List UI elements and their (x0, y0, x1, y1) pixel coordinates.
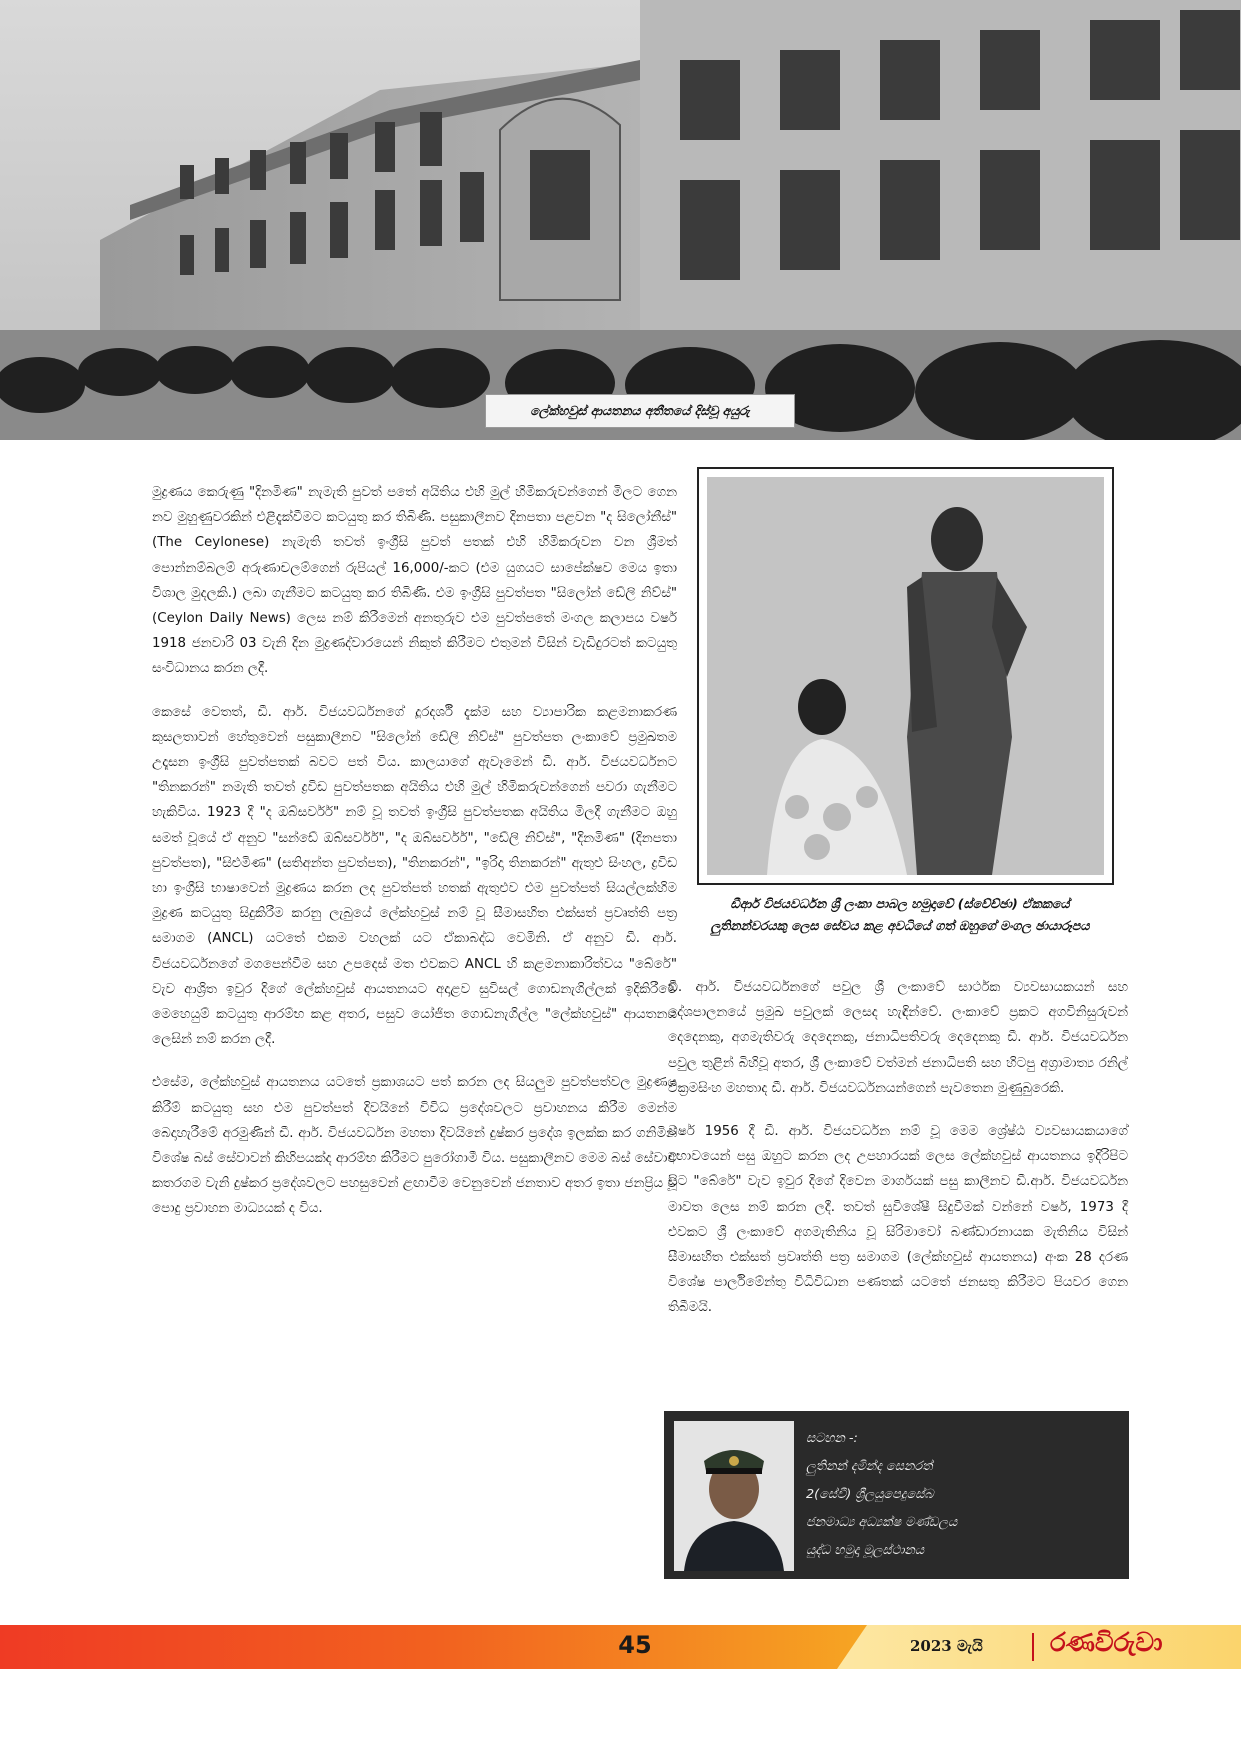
left-paragraph-2: කෙසේ වෙතත්, ඩී. ආර්. විජයවර්ධනගේ දූරදර්ශී දැක්ම සහ ව්‍යාපාරික කළමනාකරණ කුසලතාවන් හේතුවෙන් පසුකාලීනව "සිලෝන් ඩේලි නිව්ස්" පුවත්පත ලංකාවේ ප්‍රමුඛතම උදෑසන ඉංග්‍රීසි පුවත්පතක් බවට පත් විය. කාලයාගේ ඇවෑමෙන් ඩී. ආර්. විජයවර්ධනට "තිනකරන්" නමැති තවත් ද්‍රවිඩ පුවත්පතක අයිතිය එහි මුල් හිමිකරුවන්ගෙන් පවරා ගැනීමට හැකිවිය. 1923 දී "ද ඔබ්සර්වර්" නම් වූ තවත් ඉංග්‍රීසි පුවත්පතක අයිතිය මිලදී ගැනීමට ඔහු සමත් වූයේ ඒ අනුව "සන්ඩේ ඔබ්සර්වර්", "ද ඔබ්සර්වර්", "ඩේලි නිව්ස්", "දිනමිණ" (දිනපතා පුවත්පත), "සිළුමිණ" (සතිඅන්ත පුවත්පත), "තිනකරන්", "ඉරිදා තිනකරන්" ඇතුළු සිංහල, ද්‍රවිඩ හා ඉංග්‍රීසි භාෂාවෙන් මුද්‍රණය කරන ලද පුවත්පත් හතක් ඇතුළුව එම පුවත්පත් සියල්ලක්හිම මුද්‍රණ කටයුතු සිදුකිරීම කරනු ලැබුයේ ලේක්හවුස් නම් වූ සීමාසහිත එක්සත් ප්‍රවෘත්ති පත්‍ර සමාගම (ANCL) යටතේ එකම වහලක් යට ඒකාබද්ධ වෙමිනි. ඒ අනුව ඩී. ආර්. විජයවර්ධනගේ මගපෙන්වීම සහ උපදෙස් මත එවකට ANCL හි කළමනාකාරිත්වය "බේරේ" වැව ආශ්‍රිත ඉවුර දිගේ ලේක්හවුස් ආයතනයට අදාළව සුවිසල් ගොඩනැගිල්ලක් ඉදිකිරීමේ මෙහෙයුම් කටයුතු ආරම්භ කළ අතර, පසුව යෝජිත ගොඩනැගිල්ල "ලේක්හවුස්" ආයතනය ලෙසින් නම් කරන ලදී. (152, 704, 677, 1048)
portrait-image (707, 477, 1104, 875)
page-footer (0, 1625, 1241, 1669)
author-label: සටහන -: (806, 1431, 858, 1446)
author-image (674, 1421, 794, 1571)
author-box (664, 1411, 1129, 1579)
author-unit: 2(සේවී) ශ්‍රීලයුපෙදුසේබ (806, 1487, 934, 1502)
portrait-caption-line-1: ඩීආර් විජයවර්ධන ශ්‍රී ලංකා පාබල හමුදාවේ (ස්වේච්ඡා) ඒකකයේ (730, 896, 1070, 911)
hero-caption: ලේක්හවුස් ආයතනය අතීතයේ දිස්වූ අයුරු (485, 394, 795, 428)
author-photo (674, 1421, 794, 1571)
magazine-brand-logo: රණවිරුවා (1050, 1628, 1163, 1658)
left-paragraph-1: මුද්‍රණය කෙරුණු "දිනමිණ" නැමැති පුවත් පතේ අයිතිය එහි මුල් හිමිකරුවන්ගෙන් මිලට ගෙන නව මුහුණුවරකින් එළිදැක්වීමට කටයුතු කර තිබිණි. පසුකාලීනව දිනපතා පළවන "ද සිලෝනීස්" (The Ceylonese) නැමැති තවත් ඉංග්‍රීසි පුවත් පතක් එහි හිමිකරුවන වන ශ්‍රීමත් පොන්නම්බලම් අරුණාචලම්ගෙන් රුපියල් 16,000/-කට (එම යුගයට සාපේක්ෂව මෙය ඉතා විශාල මුදලකි.) ලබා ගැනීමට කටයුතු කර තිබිණි. එම ඉංග්‍රීසි පුවත්පත "සිලෝන් ඩේලි නිව්ස්" (Ceylon Daily News) ලෙස නම් කිරීමෙන් අනතුරුව එම පුවත්පතේ මංගල කලාපය වර්ෂ 1918 ජනවාරි 03 වැනි දින මුද්‍රණද්වාරයෙන් නිකුත් කිරීමට එතුමන් විසින් වැඩිදුරටත් කටයුතු සංවිධානය කරන ලදී. (152, 485, 677, 677)
author-name: ලුතිනන් දමින්ද සෙනරත් (806, 1459, 933, 1474)
author-directorate: ජනමාධ්‍ය අධ්‍යක්ෂ මණ්ඩලය (806, 1515, 958, 1530)
left-column (152, 480, 677, 1240)
portrait-caption-line-2: ලුතිනන්වරයකු ලෙස සේවය කළ අවධියේ ගත් ඔහුගේ මංගල ඡායාරූපය (710, 918, 1090, 933)
author-hq: යුද්ධ හමුදා මූලස්ථානය (806, 1543, 925, 1558)
lakehouse-building-image (0, 0, 1241, 440)
portrait-caption (650, 893, 1150, 937)
right-column (668, 975, 1128, 1339)
wedding-portrait-photo (697, 467, 1114, 885)
author-details (806, 1425, 1116, 1565)
footer-brand-panel (837, 1625, 1241, 1669)
page-number: 45 (618, 1631, 652, 1659)
hero-photo (0, 0, 1241, 440)
left-paragraph-3: එසේම, ලේක්හවුස් ආයතනය යටතේ ප්‍රකාශයට පත් කරන ලද සියලුම පුවත්පත්වල මුද්‍රණය කිරීම් කටයුතු සහ එම පුවත්පත් දිවයිනේ විවිධ ප්‍රදේශවලට ප්‍රවාහනය කිරීම මෙන්ම බෙදාහැරීමේ අරමුණින් ඩී. ආර්. විජයවර්ධන මහතා දිවයිනේ දුෂ්කර ප්‍රදේශ ඉලක්ක කර ගනිමින් විශේෂ බස් සේවාවන් කිහිපයක්ද ආරම්භ කිරීමට පුරෝගාමී විය. පසුකාලීනව මෙම බස් සේවාව කතරගම වැනි දුෂ්කර ප්‍රදේශවලට පහසුවෙන් ළඟාවීම වෙනුවෙන් ජනතාව අතර ඉතා ජනප්‍රිය වූ පොදු ප්‍රවාහන මාධ්‍යයක් ද විය. (152, 1075, 677, 1217)
right-paragraph-1: ඩී. ආර්. විජයවර්ධනගේ පවුල ශ්‍රී ලංකාවේ සාර්ථක ව්‍යවසායකයන් සහ දේශපාලනයේ ප්‍රමුඛ පවුලක් ලෙසද හැඳින්වේ. ලංකාවේ ප්‍රකට අගවිනිසුරුවන් දෙදෙනකු, අගමැතිවරු දෙදෙනකු, ජනාධිපතිවරු දෙදෙනකු ඩී. ආර්. විජයවර්ධන පවුල තුළින් බිහිවූ අතර, ශ්‍රී ලංකාවේ වත්මන් ජනාධිපති සහ හිටපු අග්‍රාමාත්‍ය රනිල් වික්‍රමසිංහ මහතාද ඩී. ආර්. විජයවර්ධනයන්ගෙන් පැවතෙන මුණුබුරෙකි. (668, 980, 1128, 1096)
right-paragraph-2: වර්ෂ 1956 දී ඩී. ආර්. විජයවර්ධන නම් වූ මෙම ශ්‍රේෂ්ඨ ව්‍යවසායකයාගේ අභාවයෙන් පසු ඔහුට කරන ලද උපහාරයක් ලෙස ලේක්හවුස් ආයතනය ඉදිරිපිට සිට "බේරේ" වැව ඉවුර දිගේ දිවෙන මාර්ගයක් පසු කාලීනව ඩී.ආර්. විජයවර්ධන මාවත ලෙස නම් කරන ලදී. තවත් සුවිශේෂී සිදුවීමක් වන්නේ වර්ෂ, 1973 දී එවකට ශ්‍රී ලංකාවේ අගමැතිනිය වූ සිරිමාවෝ බණ්ඩාරනායක මැතිනිය විසින් සීමාසහිත එක්සත් ප්‍රවෘත්ති පත්‍ර සමාගම (ලේක්හවුස් ආයතනය) අංක 28 දරණ විශේෂ පාර්ලිමේන්තු විධිවිධාන පණතක් යටතේ ජනසතු කිරීමට පියවර ගෙන තිබීමයි. (668, 1124, 1128, 1316)
issue-date: 2023 මැයි (910, 1637, 983, 1655)
footer-divider (1032, 1633, 1034, 1661)
